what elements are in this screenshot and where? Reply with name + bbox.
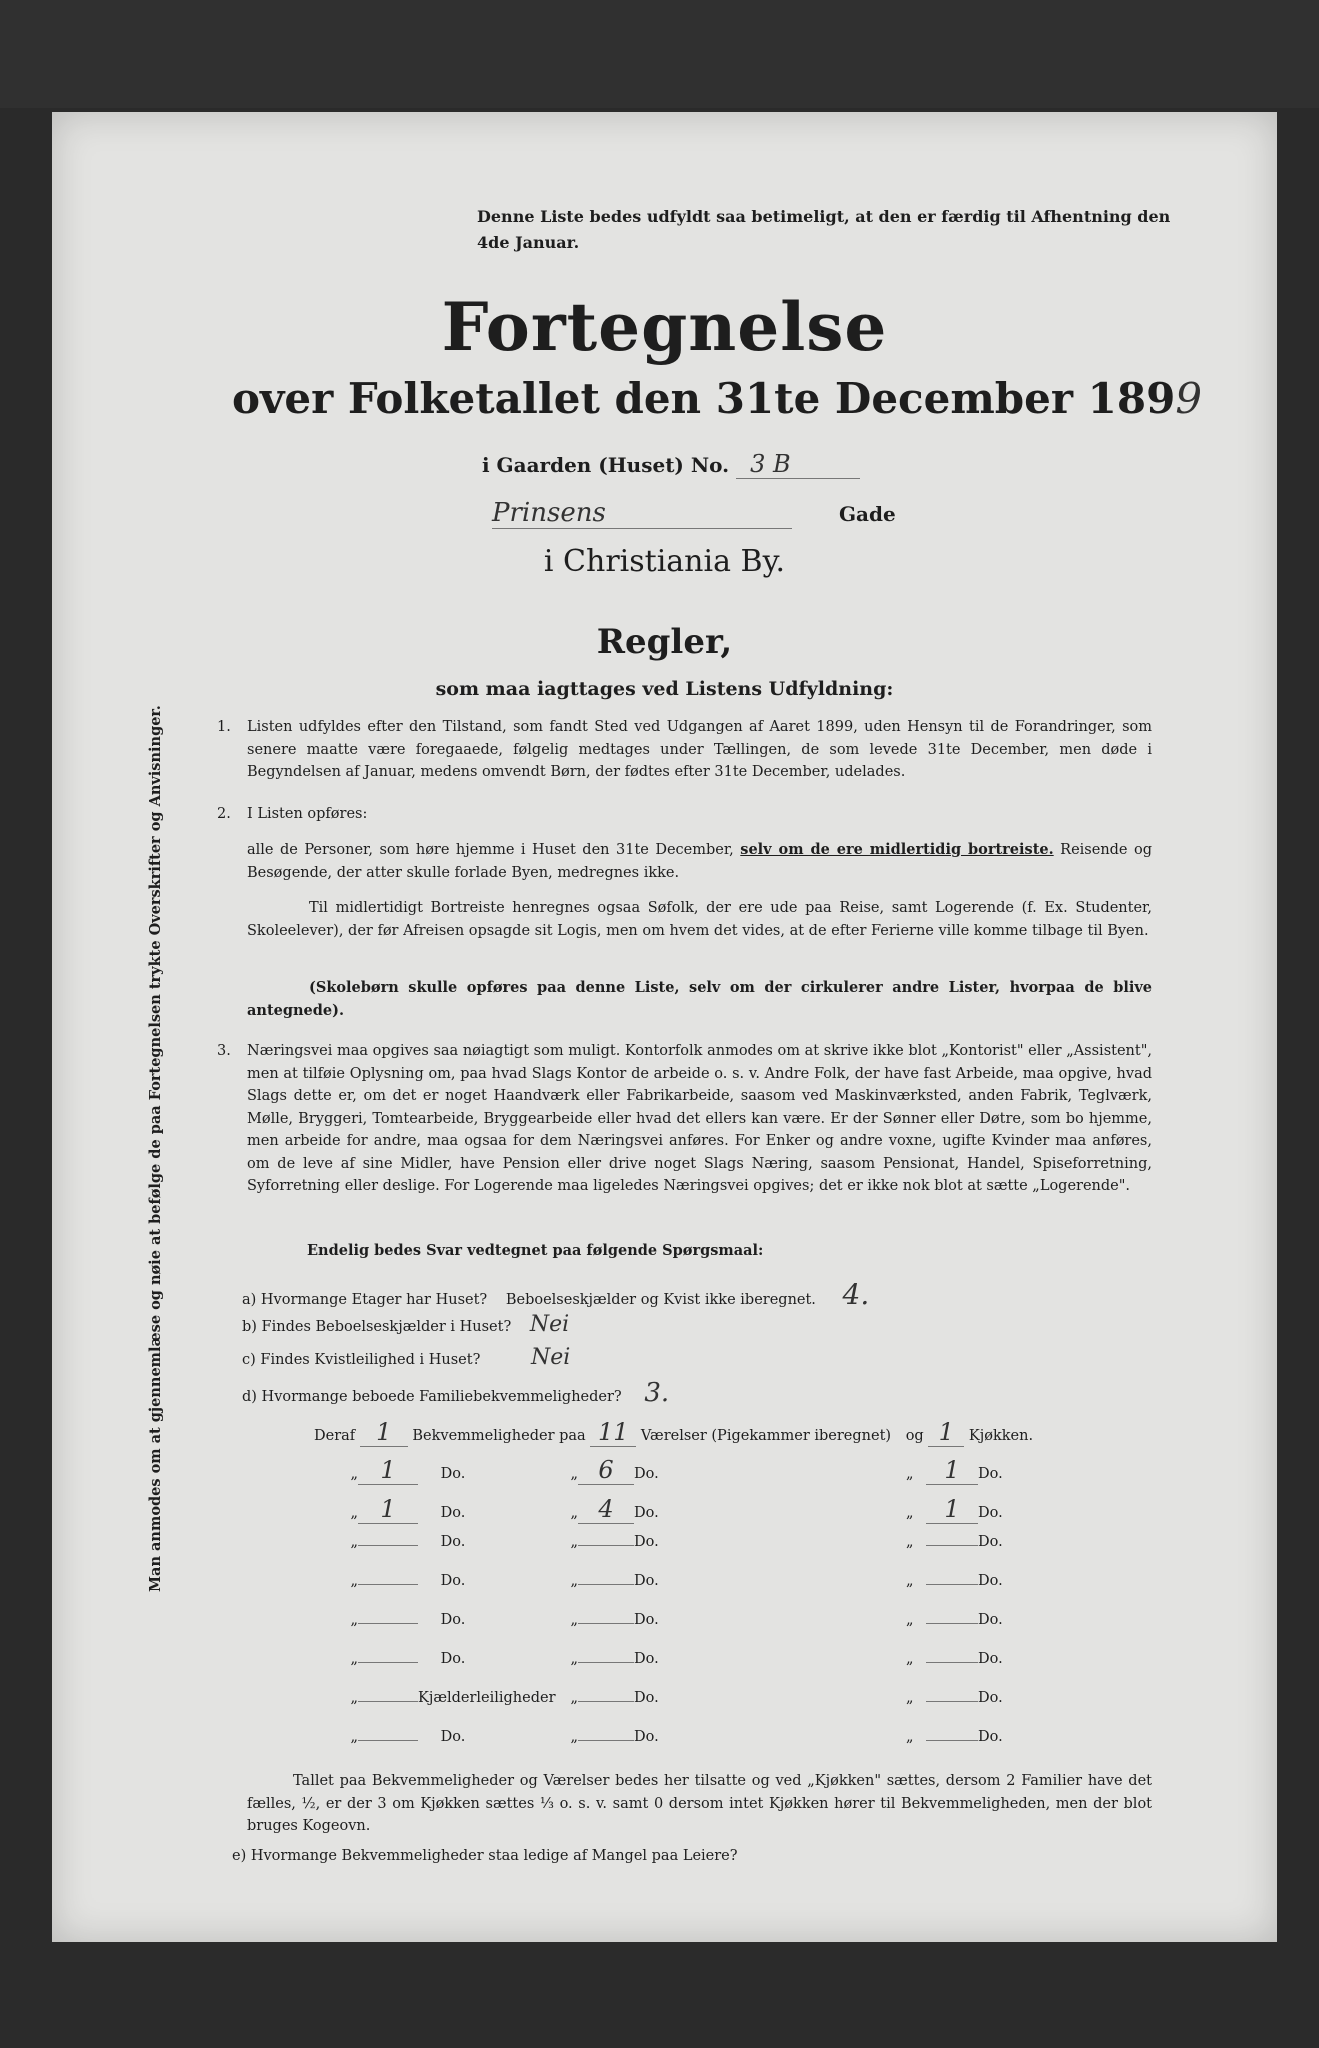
row-kjok-value [926, 1740, 978, 1741]
question-b-label: b) Findes Beboelseskjælder i Huset? [242, 1319, 512, 1335]
ditto-mark: „ [906, 1690, 914, 1706]
bekv-label: Bekvemmeligheder paa [412, 1428, 586, 1444]
row-kjok-do: Do. [978, 1690, 1003, 1706]
row-bekv-do: Do. [440, 1505, 466, 1521]
questions-intro: Endelig bedes Svar vedtegnet paa følgende Spørgsmaal: [307, 1242, 764, 1259]
ditto-mark: „ [350, 1466, 358, 1482]
row-bekv-do: Do. [440, 1466, 466, 1482]
question-b-answer: Nei [529, 1312, 570, 1337]
row-kjok-do: Do. [978, 1729, 1003, 1745]
ditto-mark: „ [570, 1651, 578, 1667]
scan-frame-top [0, 0, 1319, 108]
dwelling-row [314, 1651, 1003, 1667]
ditto-mark: „ [570, 1466, 578, 1482]
kjaelder-label: Kjælderleiligheder [418, 1690, 556, 1706]
question-d-label: d) Hvormange beboede Familiebekvemmeligheder? [242, 1389, 622, 1405]
ditto-mark: „ [350, 1729, 358, 1745]
ditto-mark: „ [570, 1729, 578, 1745]
gaard-label: i Gaarden (Huset) No. [482, 453, 730, 477]
row-kjok-value [926, 1545, 978, 1546]
rules-subtitle: som maa iagttages ved Listens Udfyldning: [435, 678, 894, 700]
row-bekv-value [358, 1740, 418, 1741]
ditto-mark: „ [570, 1612, 578, 1628]
row-vaer-do: Do. [634, 1573, 659, 1589]
ditto-mark: „ [350, 1573, 358, 1589]
row-bekv-do: Do. [440, 1573, 466, 1589]
ditto-mark: „ [350, 1505, 358, 1521]
ditto-mark: „ [906, 1466, 914, 1482]
form-subtitle [232, 374, 1202, 423]
row-bekv-do: Do. [440, 1612, 466, 1628]
question-a [242, 1278, 869, 1311]
ditto-mark: „ [350, 1690, 358, 1706]
row-bekv-value [358, 1545, 418, 1546]
ditto-mark: „ [350, 1612, 358, 1628]
ditto-mark: „ [350, 1651, 358, 1667]
header-note: Denne Liste bedes udfyldt saa betimeligt, at den er færdig til Afhentning den 4de Januar. [477, 207, 1171, 252]
row-bekv-do: Do. [440, 1651, 466, 1667]
rule-2-persons [247, 839, 1152, 884]
dwelling-row-header [314, 1418, 1033, 1447]
row-kjok-do: Do. [978, 1612, 1003, 1628]
row-vaer-do: Do. [634, 1505, 659, 1521]
row-vaer-value [578, 1662, 634, 1663]
row-vaer-value [578, 1545, 634, 1546]
question-e-label: e) Hvormange Bekvemmeligheder staa ledige af Mangel paa Leiere? [232, 1848, 738, 1864]
row-bekv-value: 1 [358, 1495, 418, 1524]
dwelling-row [314, 1690, 1003, 1706]
rule-3-number: 3. [217, 1043, 231, 1059]
ditto-mark: „ [906, 1505, 914, 1521]
row-vaer-do: Do. [634, 1612, 659, 1628]
subtitle-year-digit: 9 [1175, 374, 1203, 423]
row-1-bekv: 1 [360, 1418, 408, 1447]
question-c-answer: Nei [530, 1345, 571, 1370]
rule-2-number: 2. [217, 806, 231, 822]
dwelling-row [314, 1612, 1003, 1628]
rule-2-absent: Til midlertidigt Bortreiste henregnes ogsaa Søfolk, der ere ude paa Reise, samt Logerende (f. Ex. Studenter, Skoleelever), der før Afreisen opsagde sit Logis, men om hvem det vides, at de efter Ferierne ville komme tilbage til Byen. [247, 900, 1152, 939]
row-vaer-do: Do. [634, 1729, 659, 1745]
street-line [492, 498, 896, 529]
ditto-mark: „ [570, 1534, 578, 1550]
row-bekv-value: 1 [358, 1456, 418, 1485]
kjokken-label: Kjøkken. [968, 1428, 1034, 1444]
ditto-mark: „ [906, 1534, 914, 1550]
row-kjok-value [926, 1662, 978, 1663]
rule-2-persons-end: Reisende og Besøgende, der atter skulle forlade Byen, medregnes ikke. [247, 842, 1153, 881]
ditto-mark: „ [906, 1573, 914, 1589]
rule-3-text: Næringsvei maa opgives saa nøiagtigt som muligt. Kontorfolk anmodes om at skrive ikke blot „Kontorist" eller „Assistent", men at tilføie Oplysning om, paa hvad Slags Kontor de arbeide o. s. v. Andre Folk, der have fast Arbeide, maa opgive, hvad Slags dette er, om det er noget Haandværk eller Fabrikarbeide, saasom ved Maskinværksted, anden Fabrik, Teglværk, Mølle, Bryggeri, Tomtearbeide, Bryggearbeide eller hvad det ellers kan være. Er der Sønner eller Døtre, som bo hjemme, men arbeide for andre, maa ogsaa for dem Næringsvei anføres. For Enker og andre voxne, ugifte Kvinder maa anføres, om de leve af sine Midler, have Pension eller drive noget Slags Næring, saasom Pensionat, Handel, Spiseforretning, Syforretning eller deslige. For Logerende maa ligeledes Næringsvei opgives; det er ikke nok blot at sætte „Logerende". [247, 1043, 1152, 1194]
row-kjok-value [926, 1584, 978, 1585]
row-kjok-do: Do. [978, 1466, 1003, 1482]
row-kjok-value [926, 1701, 978, 1702]
street-value: Prinsens [492, 498, 792, 529]
rule-2-underlined: selv om de ere midlertidig bortreiste. [740, 841, 1054, 858]
row-vaer-do: Do. [634, 1466, 659, 1482]
row-bekv-value [358, 1584, 418, 1585]
ditto-mark: „ [906, 1612, 914, 1628]
row-vaer-value: 6 [578, 1456, 634, 1485]
side-instructions: Man anmodes om at gjennemlæse og nøie at befølge de paa Fortegnelsen trykte Overskrifter og Anvisninger. [147, 705, 164, 1592]
deraf-label: Deraf [314, 1428, 356, 1444]
row-vaer-value [578, 1623, 634, 1624]
street-label: Gade [838, 502, 896, 526]
dwelling-row [314, 1495, 1003, 1524]
dwelling-row [314, 1573, 1003, 1589]
row-1-kjok: 1 [928, 1418, 964, 1447]
row-bekv-do: Do. [440, 1534, 466, 1550]
rule-2-persons-text: alle de Personer, som høre hjemme i Huset den 31te December, [247, 842, 734, 858]
ditto-mark: „ [906, 1651, 914, 1667]
row-kjok-do: Do. [978, 1651, 1003, 1667]
question-d [242, 1378, 669, 1408]
ditto-mark: „ [570, 1505, 578, 1521]
row-vaer-value [578, 1740, 634, 1741]
gaard-value: 3 B [736, 450, 860, 479]
rule-2-schoolchildren: (Skolebørn skulle opføres paa denne Liste, selv om der cirkulerer andre Lister, hvorpaa de blive antegnede). [247, 979, 1152, 1019]
ditto-mark: „ [350, 1534, 358, 1550]
row-vaer-do: Do. [634, 1690, 659, 1706]
dwelling-row [314, 1534, 1003, 1550]
rule-1-text: Listen udfyldes efter den Tilstand, som fandt Sted ved Udgangen af Aaret 1899, uden Hensyn til de Forandringer, som senere maatte være foregaaede, følgelig medtages under Tællingen, de som levede 31te December, men døde i Begyndelsen af Januar, medens omvendt Børn, der fødtes efter 31te December, udelades. [247, 719, 1152, 780]
row-kjok-value [926, 1623, 978, 1624]
og-label: og [905, 1428, 924, 1444]
rules-title: Regler, [596, 622, 733, 662]
footnote: Tallet paa Bekvemmeligheder og Værelser bedes her tilsatte og ved „Kjøkken" sættes, dersom 2 Familier have det fælles, ½, er der 3 om Kjøkken sættes ⅓ o. s. v. samt 0 dersom intet Kjøkken hører til Bekvemmeligheden, men der blot bruges Kogeovn. [247, 1773, 1152, 1834]
census-form-sheet [52, 112, 1277, 1942]
row-kjok-value: 1 [926, 1495, 978, 1524]
row-bekv-do: Do. [440, 1729, 466, 1745]
ditto-mark: „ [570, 1573, 578, 1589]
city-line: i Christiania By. [543, 544, 786, 579]
question-a-label: a) Hvormange Etager har Huset? [242, 1292, 488, 1308]
question-c [242, 1345, 570, 1370]
row-kjok-do: Do. [978, 1534, 1003, 1550]
row-bekv-value [358, 1623, 418, 1624]
rule-2-intro: I Listen opføres: [247, 806, 368, 822]
gaard-line [482, 450, 860, 479]
row-vaer-do: Do. [634, 1651, 659, 1667]
question-b [242, 1312, 569, 1337]
ditto-mark: „ [570, 1690, 578, 1706]
subtitle-text: over Folketallet den 31te December 189 [232, 374, 1176, 423]
row-vaer-do: Do. [634, 1534, 659, 1550]
row-vaer-value: 4 [578, 1495, 634, 1524]
question-a-note: Beboelseskjælder og Kvist ikke iberegnet. [505, 1292, 816, 1308]
scan-frame-bottom [0, 1930, 1319, 2048]
row-1-vaer: 11 [590, 1418, 636, 1447]
question-a-answer: 4. [842, 1278, 870, 1311]
row-kjok-value: 1 [926, 1456, 978, 1485]
form-title: Fortegnelse [441, 288, 888, 366]
row-kjok-do: Do. [978, 1573, 1003, 1589]
question-d-answer: 3. [644, 1378, 670, 1408]
vaerelser-label: Værelser (Pigekammer iberegnet) [640, 1428, 892, 1444]
dwelling-row [314, 1456, 1003, 1485]
row-vaer-value [578, 1701, 634, 1702]
row-kjok-do: Do. [978, 1505, 1003, 1521]
dwelling-row [314, 1729, 1003, 1745]
row-vaer-value [578, 1584, 634, 1585]
ditto-mark: „ [906, 1729, 914, 1745]
rule-1-number: 1. [217, 719, 231, 735]
row-bekv-value [358, 1662, 418, 1663]
question-c-label: c) Findes Kvistleilighed i Huset? [242, 1352, 481, 1368]
row-bekv-value [358, 1701, 418, 1702]
